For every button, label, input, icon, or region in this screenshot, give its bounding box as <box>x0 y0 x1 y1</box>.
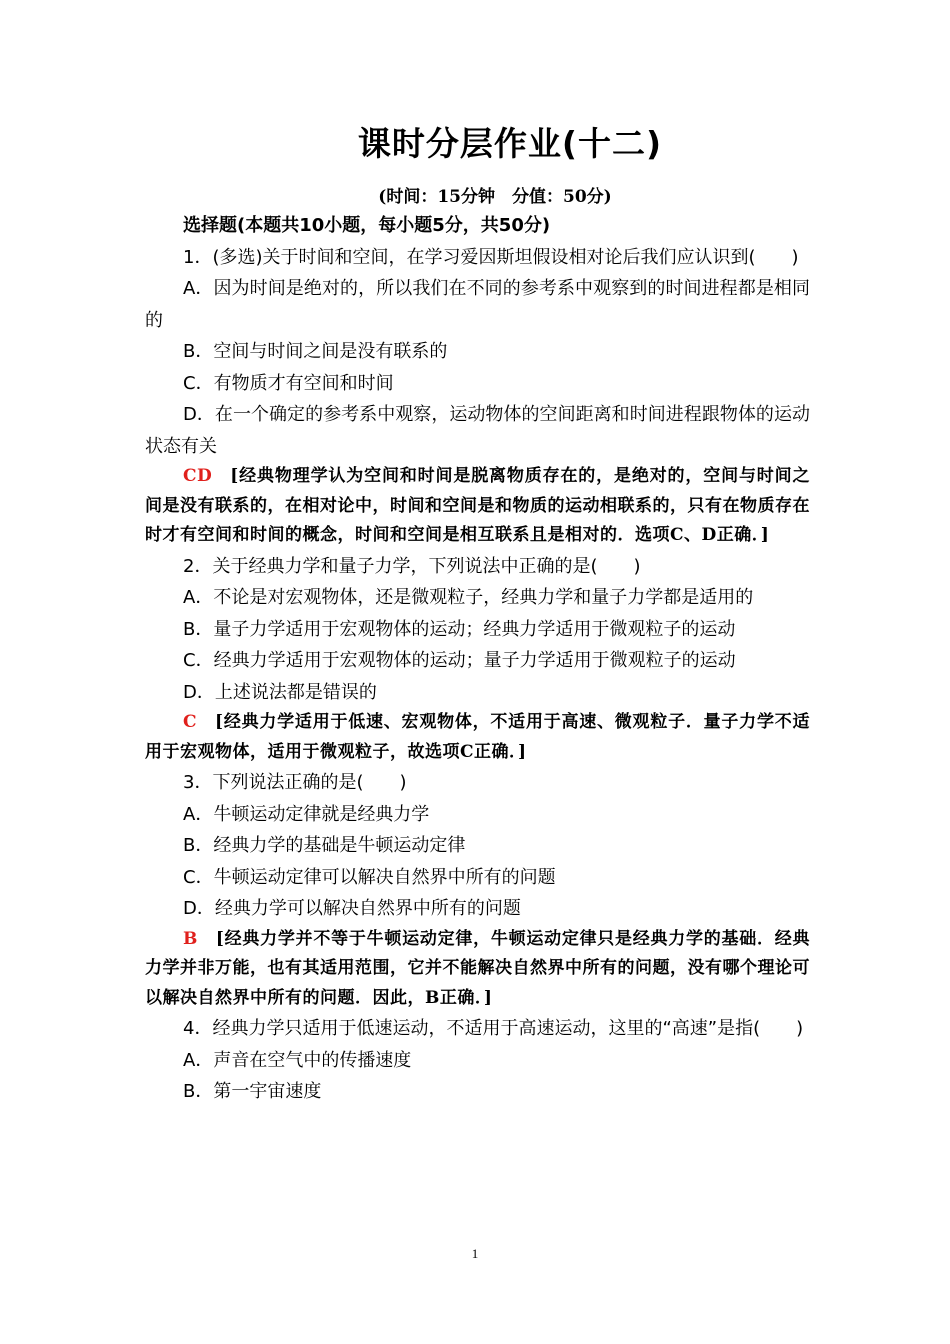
question-3-option-b: B．经典力学的基础是牛顿运动定律 <box>183 835 466 856</box>
question-3-explanation: [经典力学并不等于牛顿运动定律，牛顿运动定律只是经典力学的基础．经典力学并非万能，也有其适用范围，它并不能解决自然界中所有的问题，没有哪个理论可以解决自然界中所有的问题．因此，B正确．] <box>145 928 810 1008</box>
question-2-option-c: C．经典力学适用于宏观物体的运动；量子力学适用于微观粒子的运动 <box>183 650 736 671</box>
question-1-explanation: [经典物理学认为空间和时间是脱离物质存在的，是绝对的，空间与时间之间是没有联系的，在相对论中，时间和空间是和物质的运动相联系的，只有在物质存在时才有空间和时间的概念，时间和空间是相互联系且是相对的．选项C、D正确．] <box>145 466 810 545</box>
question-3-answer-key: B <box>183 928 198 949</box>
question-1-option-c: C．有物质才有空间和时间 <box>183 372 394 394</box>
question-2-answer <box>145 708 810 767</box>
document-subtitle: (时间：15分钟 分值：50分) <box>378 187 612 207</box>
question-4-stem: 4．经典力学只适用于低速运动，不适用于高速运动，这里的“高速”是指( ) <box>183 1018 804 1039</box>
question-3-option-a: A．牛顿运动定律就是经典力学 <box>183 803 430 825</box>
question-2-explanation: [经典力学适用于低速、宏观物体，不适用于高速、微观粒子．量子力学不适用于宏观物体，适用于微观粒子，故选项C正确．] <box>145 712 810 762</box>
question-3-option-c: C．牛顿运动定律可以解决自然界中所有的问题 <box>183 866 556 888</box>
question-1-answer-key: CD <box>183 466 213 486</box>
question-3-option-d: D．经典力学可以解决自然界中所有的问题 <box>183 898 521 919</box>
question-2-option-b: B．量子力学适用于宏观物体的运动；经典力学适用于微观粒子的运动 <box>183 618 736 640</box>
question-2-option-a: A．不论是对宏观物体，还是微观粒子，经典力学和量子力学都是适用的 <box>183 587 754 608</box>
question-1-option-b: B．空间与时间之间是没有联系的 <box>183 341 448 362</box>
question-3-answer <box>145 925 810 1014</box>
question-1-stem: 1．(多选)关于时间和空间，在学习爱因斯坦假设相对论后我们应认识到( ) <box>183 246 799 268</box>
question-1-option-d: D．在一个确定的参考系中观察，运动物体的空间距离和时间进程跟物体的运动状态有关 <box>145 404 810 457</box>
question-2-answer-key: C <box>183 712 198 732</box>
document-title: 课时分层作业(十二) <box>357 124 663 163</box>
question-4-option-a: A．声音在空气中的传播速度 <box>183 1049 412 1071</box>
document-body <box>145 210 810 1108</box>
question-1-option-a: A．因为时间是绝对的，所以我们在不同的参考系中观察到的时间进程都是相同的 <box>145 278 810 331</box>
section-heading: 选择题(本题共10小题，每小题5分，共50分) <box>183 215 551 236</box>
question-3-stem: 3．下列说法正确的是( ) <box>183 772 407 793</box>
question-1-answer <box>145 462 810 551</box>
page-number: 1 <box>471 1246 479 1261</box>
question-2-stem: 2．关于经典力学和量子力学，下列说法中正确的是( ) <box>183 555 641 577</box>
question-2-option-d: D．上述说法都是错误的 <box>183 681 377 703</box>
question-4-option-b: B．第一宇宙速度 <box>183 1081 322 1102</box>
